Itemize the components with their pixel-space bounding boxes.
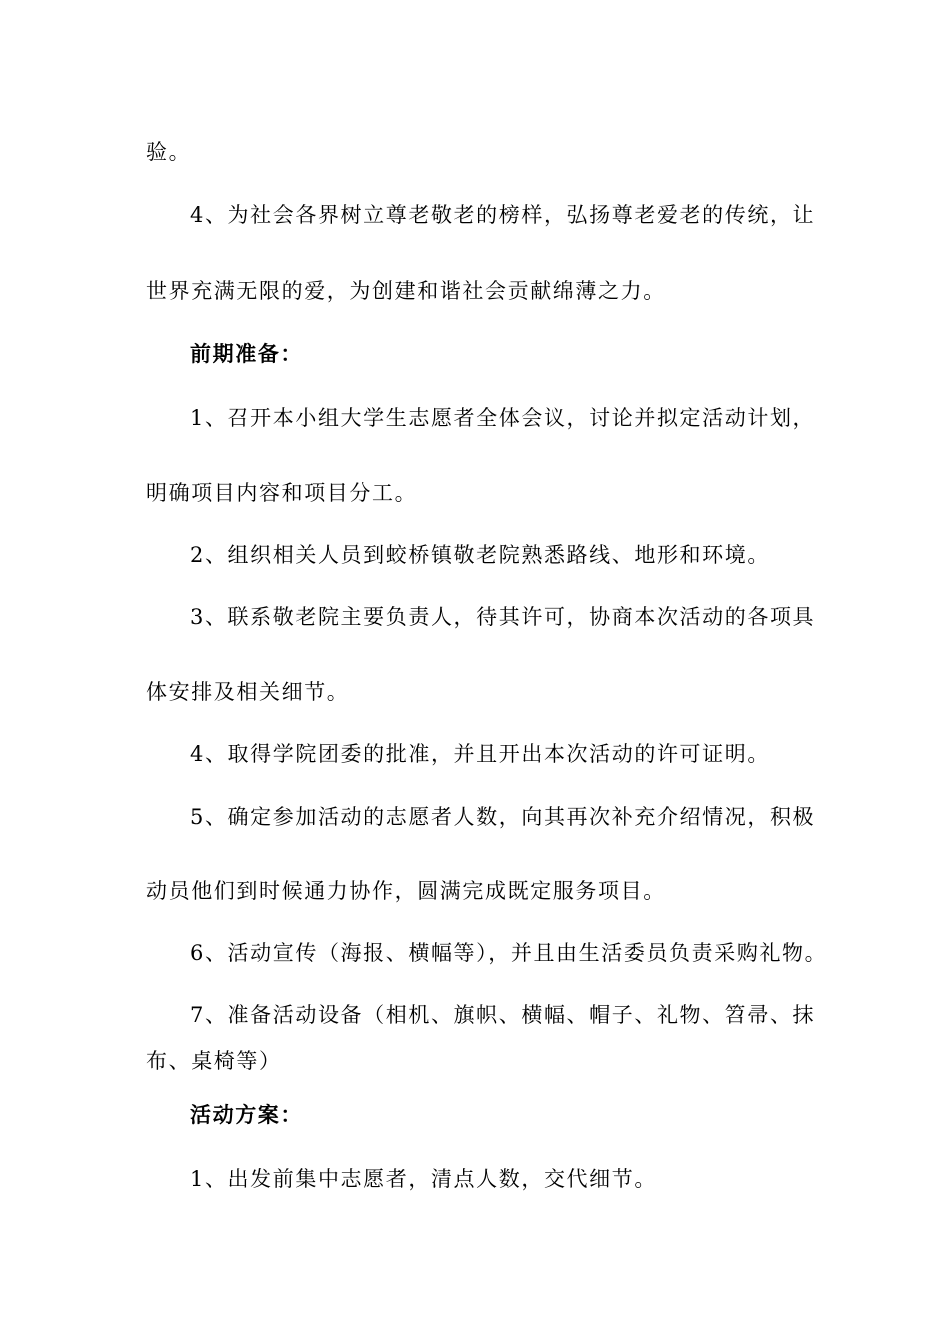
prep-item-6: 6、活动宣传（海报、横幅等），并且由生活委员负责采购礼物。: [190, 941, 828, 965]
prep-item-7: 7、准备活动设备（相机、旗帜、横幅、帽子、礼物、笤帚、抹: [190, 1003, 816, 1027]
section-heading-plan: 活动方案：: [190, 1102, 303, 1127]
prep-item-1: 1、召开本小组大学生志愿者全体会议，讨论并拟定活动计划，: [190, 406, 816, 430]
prep-item-1-continuation: 明确项目内容和项目分工。: [146, 481, 418, 505]
prep-item-5-continuation: 动员他们到时候通力协作，圆满完成既定服务项目。: [146, 879, 666, 903]
prep-item-7-continuation: 布、桌椅等）: [146, 1049, 282, 1073]
section-heading-preparation: 前期准备：: [190, 341, 303, 366]
prep-item-4: 4、取得学院团委的批准，并且开出本次活动的许可证明。: [190, 742, 770, 766]
prep-item-3: 3、联系敬老院主要负责人，待其许可，协商本次活动的各项具: [190, 605, 816, 629]
goal-item-4: 4、为社会各界树立尊老敬老的榜样，弘扬尊老爱老的传统，让: [190, 203, 816, 227]
paragraph-continuation: 验。: [146, 140, 192, 164]
goal-item-4-continuation: 世界充满无限的爱，为创建和谐社会贡献绵薄之力。: [146, 279, 666, 303]
plan-item-1: 1、出发前集中志愿者，清点人数，交代细节。: [190, 1167, 657, 1191]
prep-item-3-continuation: 体安排及相关细节。: [146, 680, 350, 704]
prep-item-2: 2、组织相关人员到蛟桥镇敬老院熟悉路线、地形和环境。: [190, 543, 770, 567]
prep-item-5: 5、确定参加活动的志愿者人数，向其再次补充介绍情况，积极: [190, 805, 816, 829]
